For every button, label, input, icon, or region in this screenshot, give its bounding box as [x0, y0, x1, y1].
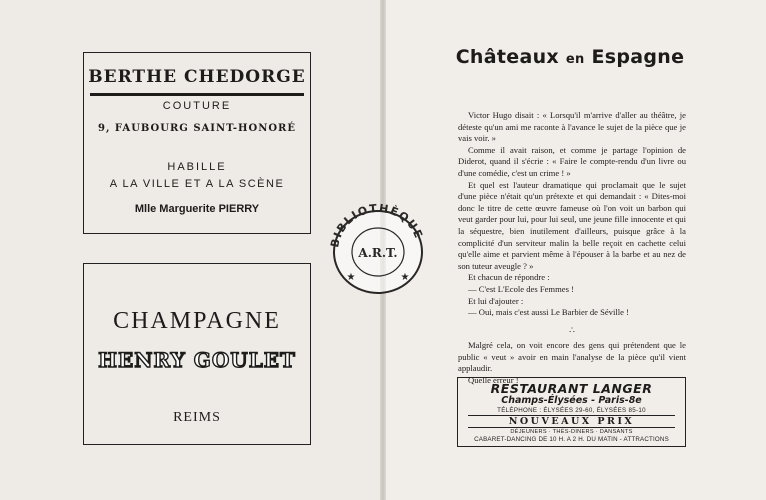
ad-chedorge-client: Mlle Marguerite PIERRY [134, 203, 260, 215]
title-part-en: en [565, 52, 585, 67]
ad-goulet-line1: CHAMPAGNE [113, 308, 281, 334]
article-text [458, 110, 686, 387]
paragraph: Et lui d'ajouter : [468, 295, 524, 306]
ad-chedorge [83, 52, 311, 234]
ad-langer-name: RESTAURANT LANGER [490, 381, 653, 396]
page-title [400, 46, 740, 68]
ad-goulet [83, 263, 311, 445]
ad-langer-meals: DÉJEUNERS · THÉS-DINERS · DANSANTS [510, 429, 633, 435]
ad-chedorge-line1: HABILLE [167, 161, 227, 173]
paragraph: Victor Hugo disait : « Lorsqu'il m'arrive d'aller au théâtre, je déteste qu'un ami me raconte à l'avance le sujet de la pièce que je vais voir. » [458, 110, 686, 144]
ad-chedorge-rule [90, 93, 304, 96]
ad-goulet-line2: HENRY GOULET [98, 348, 296, 372]
paragraph: Et chacun de répondre : [468, 272, 550, 283]
ad-goulet-city: REIMS [173, 410, 221, 425]
paragraph: Comme il avait raison, et comme je partage l'opinion de Diderot, quand il s'écrie : « Faire le compte-rendu d'un livre ou d'une comédie, c'est un crime ! » [458, 144, 686, 178]
separator-ornament: ∴ [569, 324, 575, 335]
ad-langer-headline: NOUVEAUX PRIX [468, 415, 675, 428]
paragraph: — C'est L'Ecole des Femmes ! [468, 283, 574, 294]
title-part2: Espagne [584, 46, 685, 68]
paragraph: Et quel est l'auteur dramatique qui proclamait que le sujet d'une pièce n'était qu'un prétexte et qui demandait : « Dites-moi donc le titre de cette œuvre fameuse où l'on voit un barbon qui veut garder pour lui, pour lui seul, une jeune fille innocente et qui la séquestre, bien inutilement d'ailleurs, puisque grâce à la complicité d'un serviteur malin la belle reçoit en cachette celui qu'elle aime et parvient même à l'épouser à la barbe et au nez de son tuteur aveugle ? » [458, 179, 686, 271]
paragraph: Malgré cela, on voit encore des gens qui prétendent que le public « veut » avoir en main l'analyse de la pièce qu'il vient applaudir. [458, 340, 686, 374]
stamp-star-left-icon: ★ [346, 272, 356, 283]
library-stamp [318, 200, 436, 300]
ad-chedorge-name: BERTHE CHEDORGE [88, 67, 306, 87]
stamp-star-right-icon: ★ [400, 272, 410, 283]
ad-langer [457, 377, 686, 447]
paragraph: — Oui, mais c'est aussi Le Barbier de Séville ! [468, 307, 629, 318]
ad-langer-telephone: TÉLÉPHONE : ÉLYSÉES 29-60, ÉLYSÉES 85-10 [497, 407, 646, 414]
stamp-center-text: A.R.T. [358, 246, 398, 260]
ad-chedorge-line2: A LA VILLE ET A LA SCÈNE [109, 178, 285, 190]
ad-chedorge-trade: COUTURE [162, 100, 232, 112]
ad-langer-location: Champs-Élysées - Paris-8e [501, 395, 642, 406]
title-part1: Châteaux [455, 46, 566, 68]
stamp-arc-text: BIBLIOTHÈQUE [328, 201, 426, 249]
ad-langer-cabaret: CABARET-DANCING DE 10 H. A 2 H. DU MATIN - ATTRACTIONS [474, 436, 669, 443]
paragraph: Quelle erreur ! [468, 375, 519, 386]
ad-chedorge-address: 9, FAUBOURG SAINT-HONORÉ [98, 123, 296, 134]
